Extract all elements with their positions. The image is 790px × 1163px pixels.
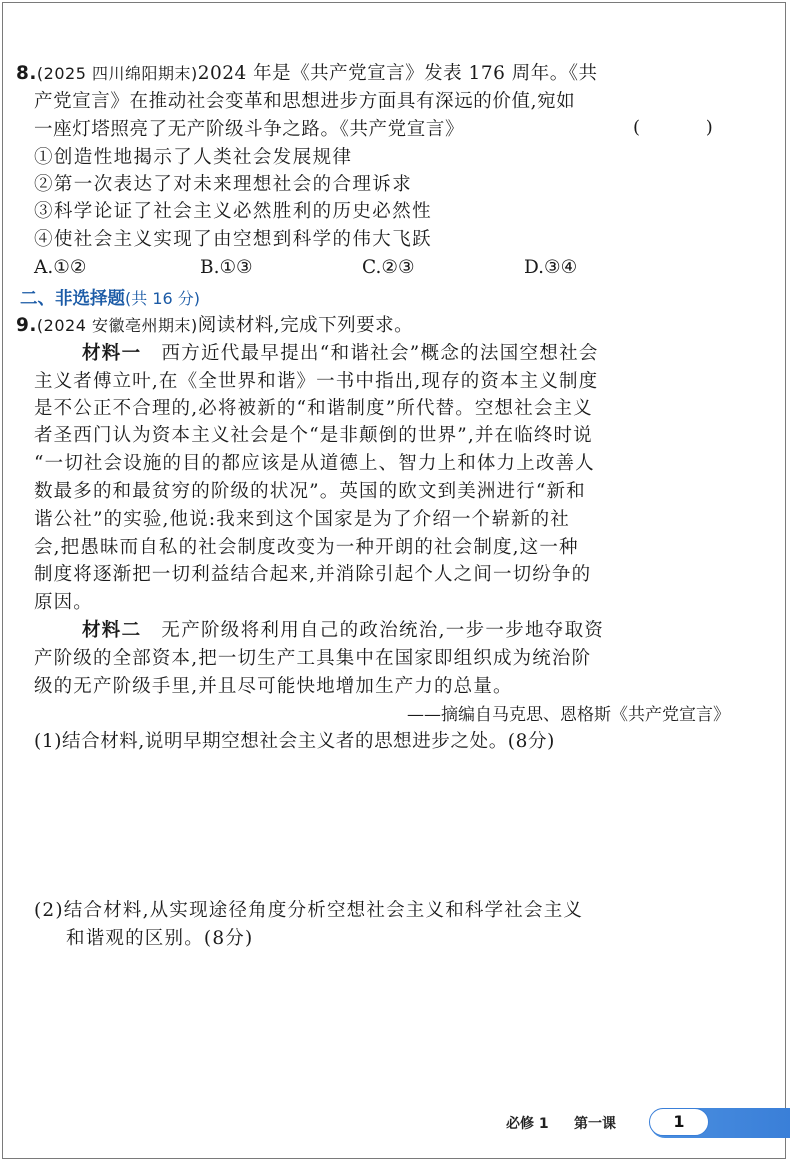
footer-course: 必修 1 [506,1116,549,1132]
material1-line-1: 西方近代最早提出“和谐社会”概念的法国空想社会 [161,343,599,364]
q8-option-c: C.②③ [362,257,415,278]
q9-instruction: 阅读材料,完成下列要求。 [197,315,414,336]
page-number: 1 [649,1108,709,1136]
material2-line-1: 无产阶级将利用自己的政治统治,一步一步地夺取资 [161,620,605,641]
q8-stem-3: 一座灯塔照亮了无产阶级斗争之路。《共产党宣言》 [34,119,465,140]
material2-first-line [82,618,604,644]
material1-line-10: 原因。 [34,592,93,613]
material1-label: 材料一 [82,343,142,364]
material2-line-3: 级的无产阶级手里,并且尽可能快地增加生产力的总量。 [34,676,513,697]
material1-line-7: 谐公社”的实验,他说:我来到这个国家是为了介绍一个崭新的社 [34,509,570,530]
q9-number: 9. [16,315,37,336]
q8-answer-paren: ( ) [633,117,743,138]
q8-item-1: ①创造性地揭示了人类社会发展规律 [34,147,353,168]
q8-line-1 [16,61,598,87]
q8-option-d: D.③④ [524,257,578,278]
q8-source: (2025 四川绵阳期末) [36,64,198,83]
q8-stem-1: 2024 年是《共产党宣言》发表 176 周年。《共 [197,63,598,84]
section-heading [20,285,200,310]
q9-sub-question-1: (1)结合材料,说明早期空想社会主义者的思想进步之处。(8分) [34,731,555,752]
section-title: 二、非选择题 [20,289,125,309]
material1-line-5: “一切社会设施的目的都应该是从道德上、智力上和体力上改善人 [34,453,595,474]
material2-reference: ——摘编自马克思、恩格斯《共产党宣言》 [407,705,730,725]
material1-line-9: 制度将逐渐把一切利益结合起来,并消除引起个人之间一切纷争的 [34,564,592,585]
q9-line-1 [16,313,413,339]
section-score: (共 16 分) [125,289,201,308]
material1-line-2: 主义者傅立叶,在《全世界和谐》一书中指出,现存的资本主义制度 [34,371,599,392]
material2-label: 材料二 [82,620,142,641]
q8-item-2: ②第一次表达了对未来理想社会的合理诉求 [34,174,413,195]
q8-item-3: ③科学论证了社会主义必然胜利的历史必然性 [34,201,433,222]
material1-line-6: 数最多的和最贫穷的阶级的状况”。英国的欧文到美洲进行“新和 [34,481,586,502]
q8-number: 8. [16,63,37,84]
material1-line-3: 是不公正不合理的,必将被新的“和谐制度”所代替。空想社会主义 [34,398,593,419]
q8-item-4: ④使社会主义实现了由空想到科学的伟大飞跃 [34,229,433,250]
q8-option-b: B.①③ [200,257,253,278]
q9-sub-question-2-line-2: 和谐观的区别。(8分) [66,928,254,949]
q8-stem-2: 产党宣言》在推动社会变革和思想进步方面具有深远的价值,宛如 [34,91,576,112]
material1-line-8: 会,把愚昧而自私的社会制度改变为一种开朗的社会制度,这一种 [34,537,579,558]
q8-option-a: A.①② [34,257,87,278]
q9-sub-question-2-line-1: (2)结合材料,从实现途径角度分析空想社会主义和科学社会主义 [34,900,584,921]
material2-line-2: 产阶级的全部资本,把一切生产工具集中在国家即组织成为统治阶 [34,648,592,669]
q9-source: (2024 安徽亳州期末) [36,316,198,335]
material1-first-line [82,341,599,367]
material1-line-4: 者圣西门认为资本主义社会是个“是非颠倒的世界”,并在临终时说 [34,425,593,446]
footer-lesson: 第一课 [574,1116,616,1132]
